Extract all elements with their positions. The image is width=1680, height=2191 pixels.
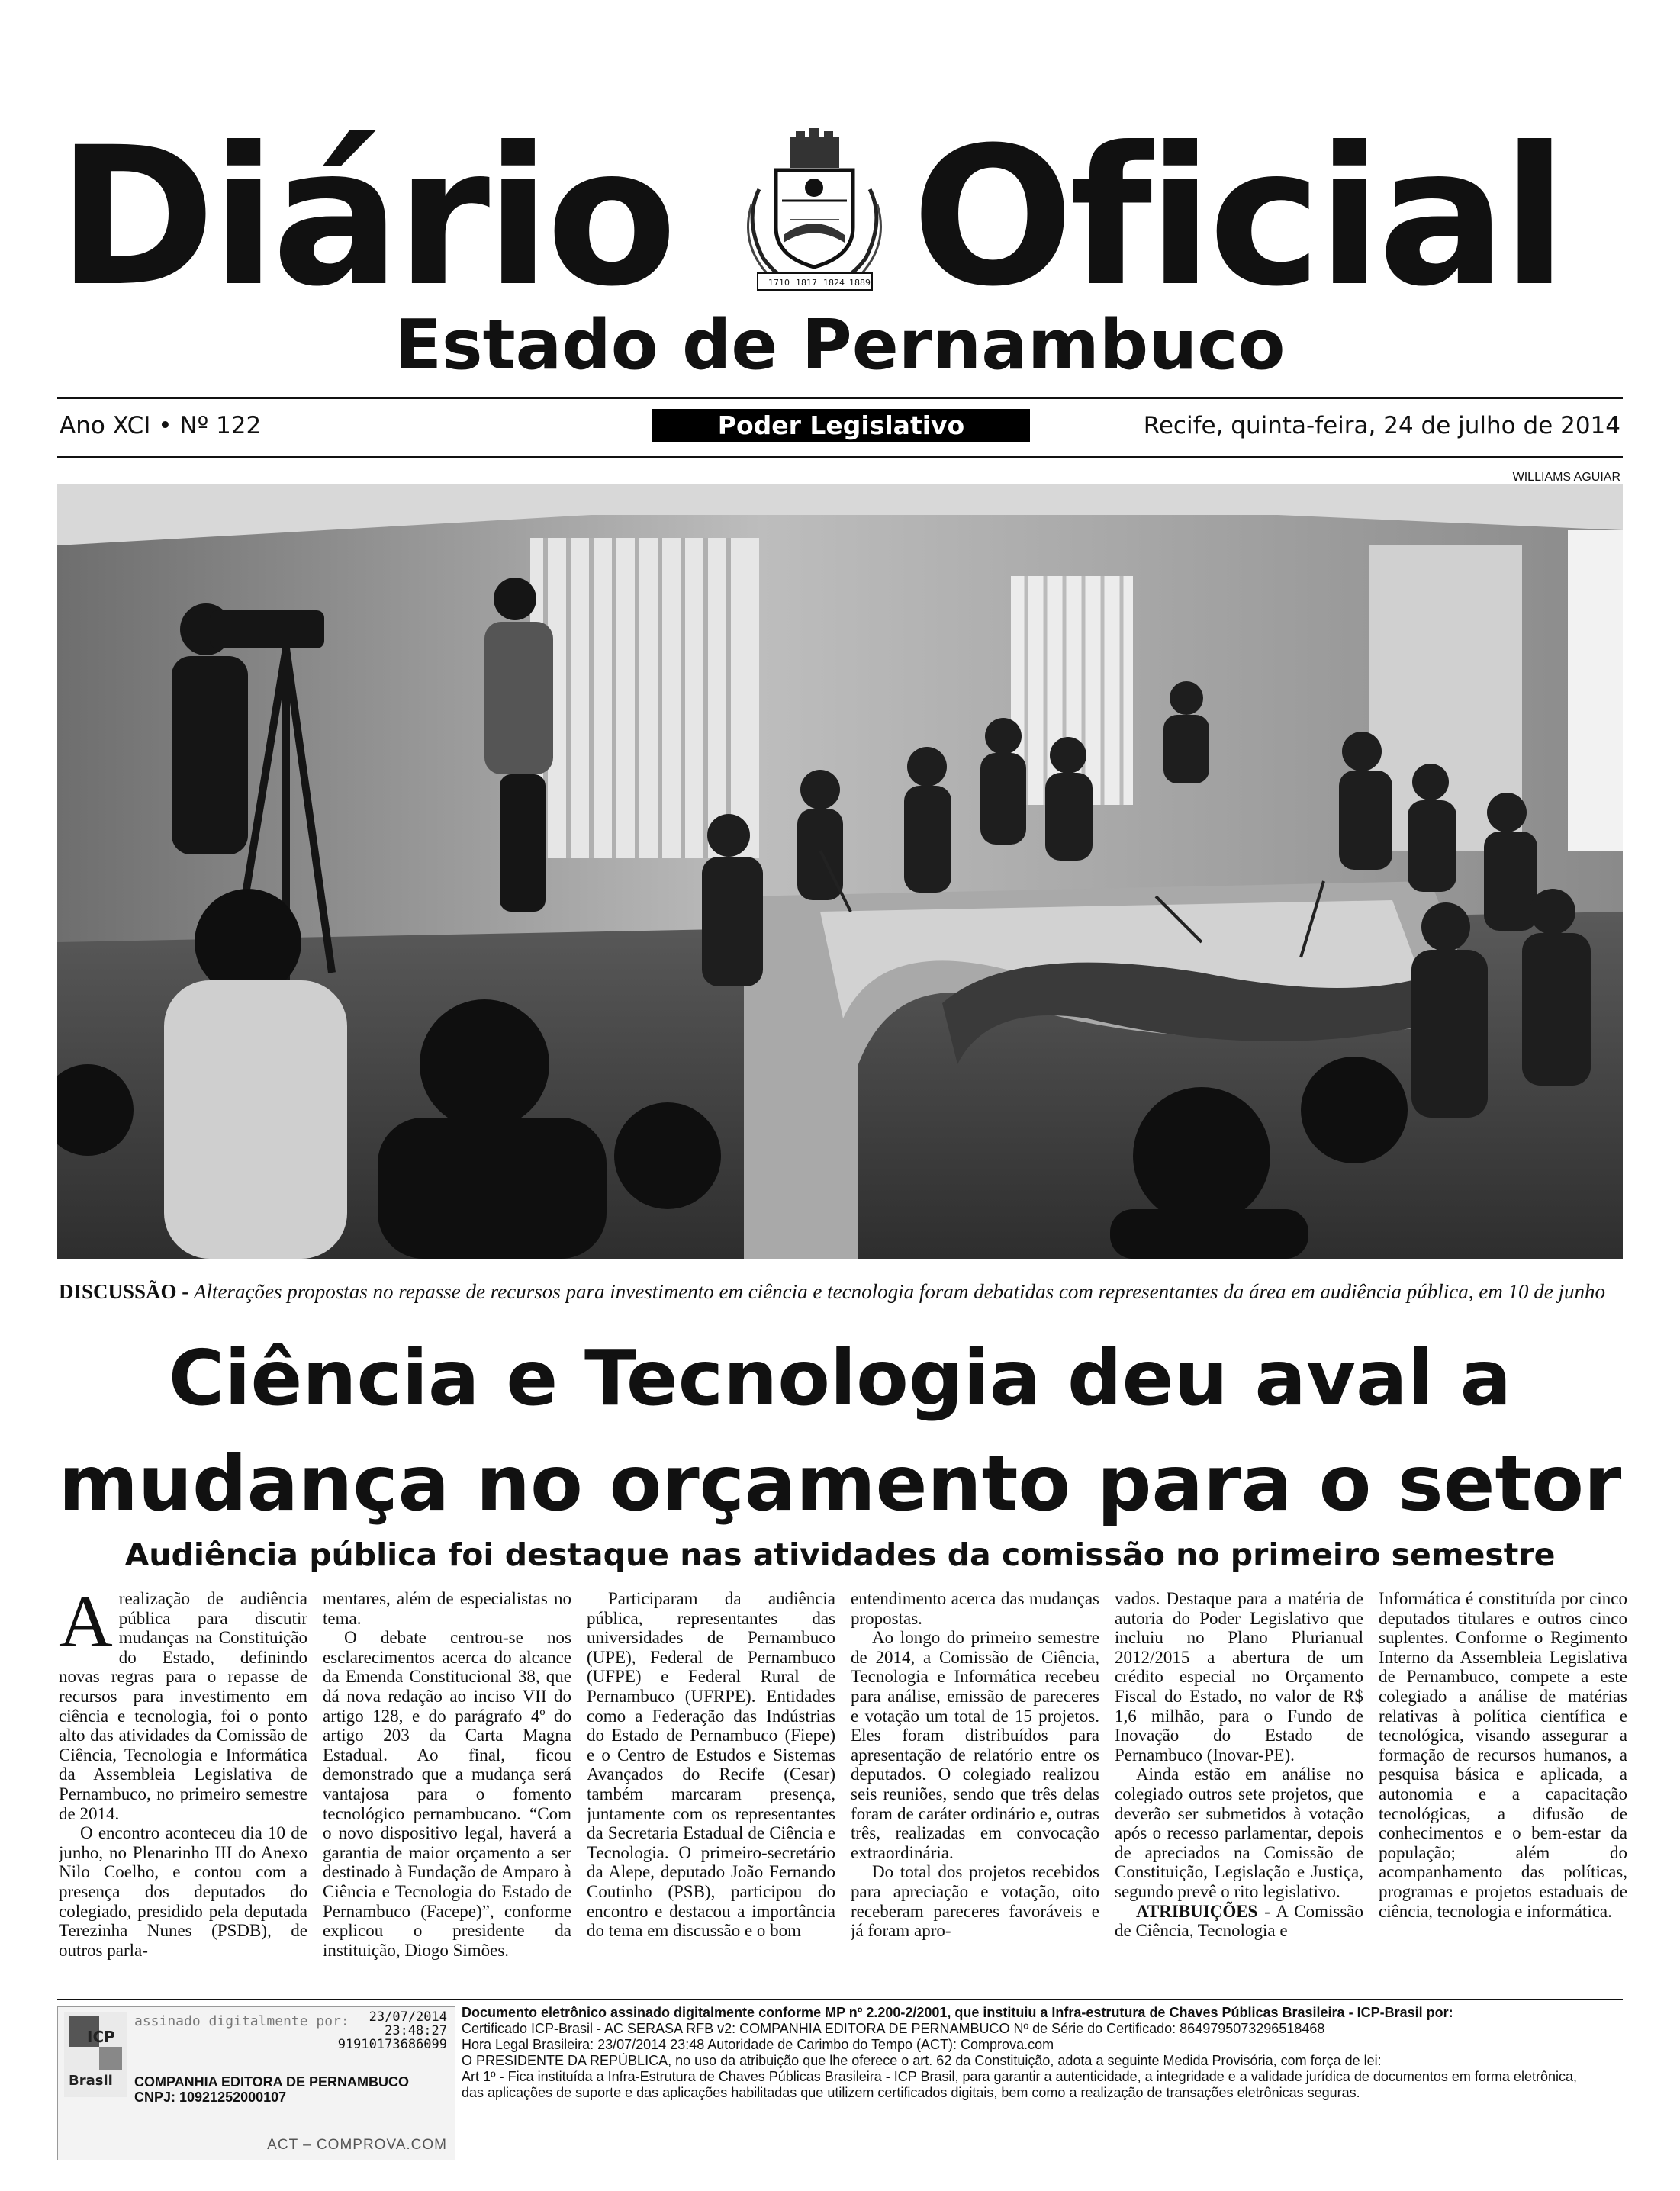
footer-rule [57, 1999, 1623, 2000]
article-paragraph: Participaram da audiência pública, representantes das universidades de Pernambuco (UPE), Federal de Pernambuco (UFPE) e Federal Rural de Pernambuco (UFRPE). Entidades como a Federação das Indústrias do Estado de Pernambuco (Fiepe) e o Centro de Estudos e Sistemas Avançados do Recife (Cesar) também marcaram presença, juntamente com os representantes da Secretaria Estadual de Ciência e Tecnologia. O primeiro-secretário da Alepe, deputado João Fernando Coutinho (PSB), participou do encontro e destacou a importância do tema em discussão e o bom [587, 1589, 835, 1941]
seal-year-1824: 1824 [823, 278, 845, 288]
issue-number: Ano XCI • Nº 122 [60, 412, 262, 439]
stamp-company [134, 2074, 409, 2105]
pernambuco-coat-of-arms-icon [729, 128, 900, 300]
stamp-values [325, 2010, 447, 2051]
article-subhead: ATRIBUIÇÕES [1136, 1901, 1258, 1921]
masthead-title-left: Diário [57, 106, 673, 328]
headline [0, 1326, 1680, 1536]
subheadline: Audiência pública foi destaque nas atividades da comissão no primeiro semestre [124, 1536, 1556, 1573]
seal-year-1817: 1817 [796, 278, 817, 288]
article-paragraph: vados. Destaque para a matéria de autoria do Poder Legislativo que incluiu no Plano Plurianual 2012/2015 a abertura de um crédito especial no Orçamento Fiscal do Estado, no valor de R$ 1,6 milhão, para o Fundo de Inovação do Estado de Pernambuco (Inovar-PE). [1115, 1589, 1363, 1765]
stamp-date: 23/07/2014 [369, 2009, 447, 2025]
caption-text: Alterações propostas no repasse de recursos para investimento em ciência e tecnologia foram debatidas com representantes da área em audiência pública, em 10 de junho [194, 1280, 1605, 1303]
article-paragraph: Ainda estão em análise no colegiado outros sete projetos, que deverão ser submetidos à votação após o recesso parlamentar, depois de apreciados na Comissão de Constituição, Legislação e Justiça, segundo prevê o rito legislativo. [1115, 1765, 1363, 1901]
article-paragraph: - A Comissão de Ciência, Tecnologia e [1115, 1901, 1363, 1941]
stamp-time: 23:48:27 [385, 2023, 447, 2038]
article-column-6 [1379, 1589, 1627, 1992]
article-paragraph: realização de audiência pública para discutir mudanças na Constituição do Estado, definindo novas regras para o repasse de recursos para investimento em ciência e tecnologia, foi o ponto alto das atividades da Comissão de Ciência, Tecnologia e Informática da Assembleia Legislativa de Pernambuco, no primeiro semestre de 2014. [59, 1589, 307, 1823]
article-paragraph: entendimento acerca das mudanças propostas. [851, 1589, 1099, 1628]
masthead-bottom-rule [57, 456, 1623, 458]
article-paragraph: O encontro aconteceu dia 10 de junho, no Plenarinho III do Anexo Nilo Coelho, e contou com a presença dos deputados do colegiado, presidido pela deputada Terezinha Nunes (PSDB), de outros parla- [59, 1823, 307, 1960]
caption-label: DISCUSSÃO - [59, 1280, 189, 1303]
icp-text: ICP [87, 2028, 115, 2046]
article-paragraph: mentares, além de especialistas no tema. [323, 1589, 571, 1628]
article-column-5 [1115, 1589, 1363, 1992]
stamp-cnpj: CNPJ: 10921252000107 [134, 2090, 287, 2105]
footer-line-5: Art 1º - Fica instituída a Infra-Estrutura de Chaves Públicas Brasileira - ICP Brasil, para garantir a autenticidade, a integridade e a validade jurídica de documentos em forma eletrônica, [462, 2069, 1577, 2084]
stamp-label: assinado digitalmente por: [134, 2013, 349, 2029]
masthead-title-right: Oficial [912, 106, 1563, 328]
article-paragraph: Do total dos projetos recebidos para apreciação e votação, oito receberam pareceres favoráveis e já foram apro- [851, 1862, 1099, 1941]
article-paragraph: Ao longo do primeiro semestre de 2014, a Comissão de Ciência, Tecnologia e Informática recebeu para análise, emissão de pareceres e votação um total de 15 projetos. Eles foram distribuídos para apresentação de relatório entre os deputados. O colegiado realizou seis reuniões, sendo que três delas foram de caráter ordinário e, outras três, realizadas em convocação extraordinária. [851, 1628, 1099, 1862]
footer-line-2: Certificado ICP-Brasil - AC SERASA RFB v2: COMPANHIA EDITORA DE PERNAMBUCO Nº de Série do Certificado: 8649795073296518468 [462, 2021, 1325, 2036]
section-label: Poder Legislativo [652, 409, 1030, 442]
masthead-top-rule [57, 397, 1623, 399]
stamp-act: ACT – COMPROVA.COM [267, 2137, 447, 2153]
stamp-number: 91910173686099 [337, 2037, 447, 2052]
footer-line-6: das aplicações de suporte e das aplicações habilitadas que utilizem certificados digitais, bem como a realização de transações eletrônicas seguras. [462, 2085, 1360, 2100]
footer-certification-text [462, 2005, 1621, 2101]
seal-year-1889: 1889 [849, 278, 871, 288]
dateline: Recife, quinta-feira, 24 de julho de 2014 [1143, 412, 1620, 439]
article-dropcap: A [59, 1589, 113, 1663]
photo-caption [59, 1279, 1623, 1305]
hearing-photo [57, 484, 1623, 1259]
article-column-3 [587, 1589, 835, 1992]
article-column-2 [323, 1589, 571, 1992]
seal-year-1710: 1710 [768, 278, 790, 288]
stamp-company-name: COMPANHIA EDITORA DE PERNAMBUCO [134, 2074, 410, 2090]
headline-line-1: Ciência e Tecnologia deu aval a [168, 1334, 1512, 1423]
footer-line-4: O PRESIDENTE DA REPÚBLICA, no uso da atribuição que lhe oferece o art. 62 da Constituição, adota a seguinte Medida Provisória, com força de lei: [462, 2053, 1382, 2068]
digital-signature-stamp [57, 2006, 455, 2160]
article-paragraph: O debate centrou-se nos esclarecimentos acerca do alcance da Emenda Constitucional 38, que dá nova redação ao inciso VII do artigo 128, e do parágrafo 4º do artigo 203 da Carta Magna Estadual. Ao final, ficou demonstrado que a mudança será vantajosa para o fomento tecnológico pernambucano. “Com o novo dispositivo legal, haverá a garantia de maior orçamento a ser destinado à Fundação de Amparo à Ciência e Tecnologia do Estado de Pernambuco (Facepe)”, conforme explicou o presidente da instituição, Diogo Simões. [323, 1628, 571, 1960]
footer-line-3: Hora Legal Brasileira: 23/07/2014 23:48 Autoridade de Carimbo do Tempo (ACT): Comprova.com [462, 2037, 1054, 2052]
article-column-4 [851, 1589, 1099, 1992]
footer-line-1: Documento eletrônico assinado digitalmente conforme MP nº 2.200-2/2001, que instituiu a Infra-estrutura de Chaves Públicas Brasileira - ICP-Brasil por: [462, 2005, 1453, 2020]
headline-line-2: mudança no orçamento para o setor [58, 1439, 1622, 1528]
photo-credit: WILLIAMS AGUIAR [1512, 471, 1620, 484]
icp-brasil-text: Brasil [69, 2073, 113, 2089]
masthead-state-name: Estado de Pernambuco [394, 305, 1286, 385]
article-paragraph: Informática é constituída por cinco deputados titulares e outros cinco suplentes. Conforme o Regimento Interno da Assembleia Legislativa de Pernambuco, compete a este colegiado a análise de matérias relativas à política científica e tecnológica, visando assegurar a formação de recursos humanos, a pesquisa básica e aplicada, a autonomia e a capacitação tecnológicas, a difusão de conhecimentos e o bem-estar da população; além do acompanhamento das políticas, programas e projetos estaduais de ciência, tecnologia e informática. [1379, 1589, 1627, 1921]
icp-brasil-logo-icon [64, 2012, 127, 2097]
article-column-1 [59, 1589, 307, 1992]
